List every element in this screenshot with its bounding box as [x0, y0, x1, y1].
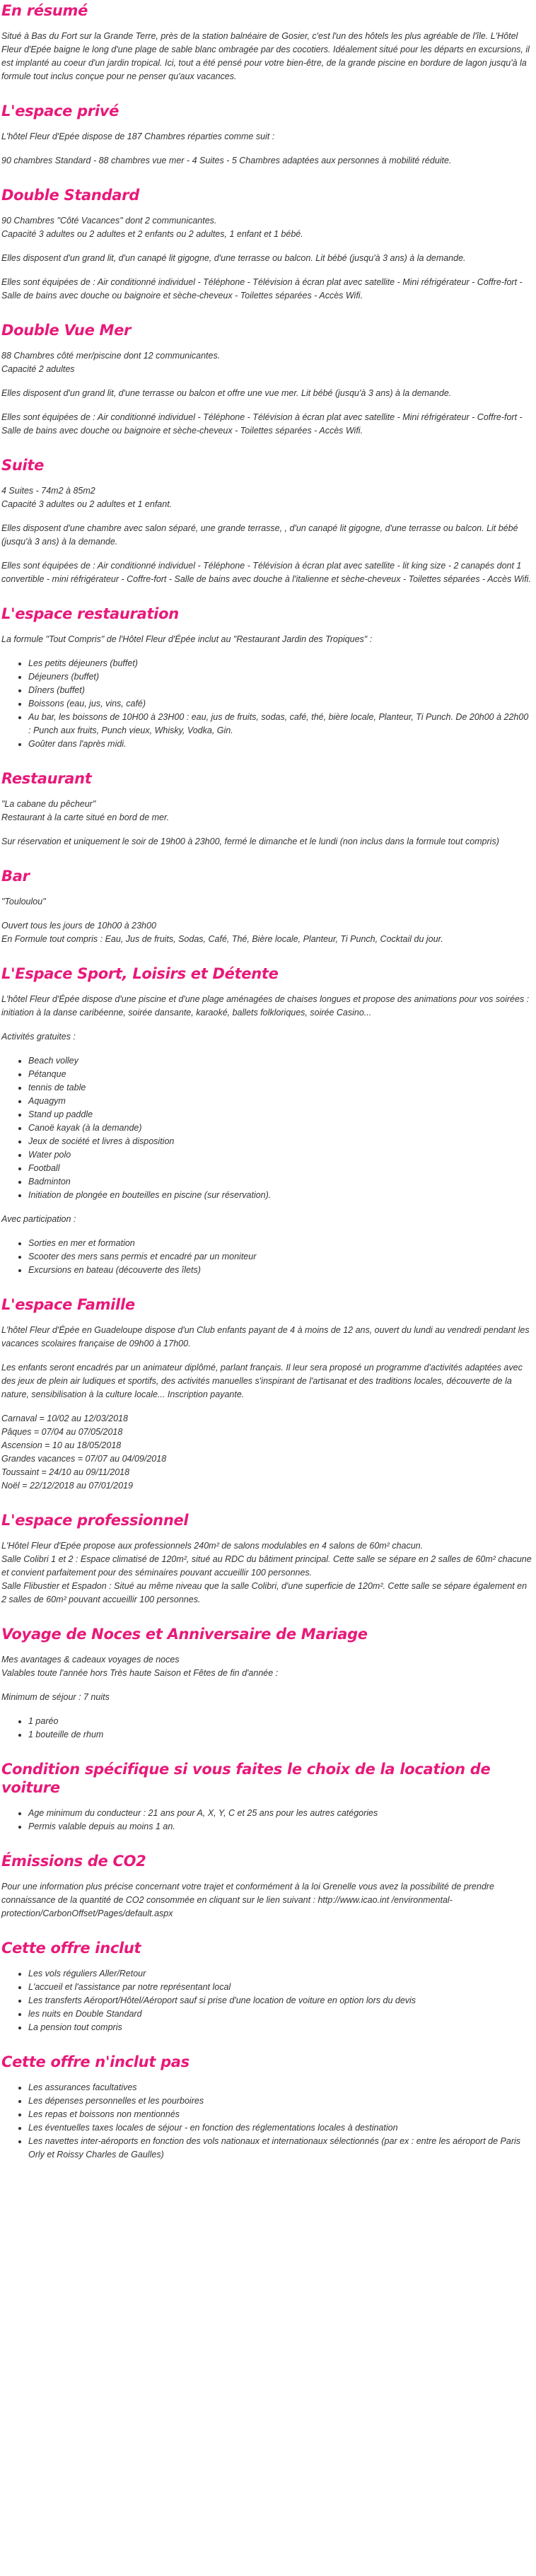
- resume-text: Situé à Bas du Fort sur la Grande Terre, près de la station balnéaire de Gosier, c'est l'un des hôtels les plus agréable de l'île. L'Hôtel Fleur d'Epée baigne le long d'une plage de sable blanc ombragée par des cocotiers. Idéalement situé pour les départs en excursions, il est implanté au coeur d'un jardin tropical. Ici, tout a été pensé pour votre bien-être, de la grande piscine en bordure de lagon jusqu'à la formule tout inclus conçue pour ne penser qu'aux vacances.: [1, 31, 530, 81]
- list-item: • Les transferts Aéroport/Hôtel/Aéroport sauf si prise d'une location de voiture en option lors du devis: [28, 1994, 533, 2007]
- restaurant-hours: Sur réservation et uniquement le soir de 19h00 à 23h00, fermé le dimanche et le lundi (non inclus dans la formule tout compris): [1, 837, 499, 846]
- famille-program: Les enfants seront encadrés par un animateur diplômé, parlant français. Il leur sera proposé un programme d'activités adaptées avec des jeux de plein air ludiques et sportifs, des activités manuelles s'inspirant de l'artisanat et des traditions locales, découverte de la nature, sensibilisation à la culture locale... Inscription payante.: [1, 1363, 523, 1399]
- co2-text: Pour une information plus précise concernant votre trajet et conformément à la loi Grenelle vous avez la possibilité de prendre connaissance de la quantité de CO2 consommée en cliquant sur le lien suivant : http://www.icao.int /environmental-protection/CarbonOffset/Pages/default.aspx: [1, 1882, 494, 1918]
- list-item: • Excursions en bateau (découverte des îlets): [28, 1264, 533, 1277]
- date-line: Toussaint = 24/10 au 09/11/2018: [1, 1467, 130, 1477]
- list-item: • Initiation de plongée en bouteilles en piscine (sur réservation).: [28, 1189, 533, 1202]
- double-standard-count: 90 Chambres "Côté Vacances" dont 2 communicantes.: [1, 216, 217, 226]
- list-item: • Les repas et boissons non mentionnés: [28, 2108, 533, 2121]
- list-item: • les nuits en Double Standard: [28, 2007, 533, 2021]
- hotel-description: [0, 1, 536, 2162]
- pro-salle-colibri: Salle Colibri 1 et 2 : Espace climatisé de 120m², situé au RDC du bâtiment principal. Cette salle se sépare en 2 salles de 60m² chacune et convient parfaitement pour des séminaires pouvant accueillir 100 personnes.: [1, 1554, 532, 1578]
- list-item: • Canoë kayak (à la demande): [28, 1121, 533, 1135]
- heading-offre-ninclut: Cette offre n'inclut pas: [1, 2053, 190, 2070]
- suite-capacity: [1, 484, 533, 511]
- double-standard-layout: Elles disposent d'un grand lit, d'un canapé lit gigogne, d'une terrasse ou balcon. Lit bébé (jusqu'à 3 ans) à la demande.: [1, 253, 466, 263]
- list-item: • L'accueil et l'assistance par notre représentant local: [28, 1981, 533, 1994]
- list-item: • Beach volley: [28, 1054, 533, 1068]
- bar-hours: Ouvert tous les jours de 10h00 à 23h00: [1, 921, 156, 931]
- restaurant-intro: [1, 798, 533, 824]
- famille-club: L'hôtel Fleur d'Épée en Guadeloupe dispose d'un Club enfants payant de 4 à moins de 12 ans, ouvert du lundi au vendredi pendant les vacances scolaires française de 09h00 à 17h00.: [1, 1325, 530, 1348]
- list-item: • Les navettes inter-aéroports en fonction des vols nationaux et internationaux sélectionnés (par ex : entre les aéroport de Paris Orly et Roissy Charles de Gaulles): [28, 2135, 533, 2162]
- section-professionnel: [1, 1511, 533, 1607]
- double-standard-capacity: [1, 214, 533, 241]
- pro-intro: L'Hôtel Fleur d'Epée propose aux professionnels 240m² de salons modulables en 4 salons de 60m² chacun.: [1, 1541, 424, 1551]
- inclut-list: [1, 1967, 533, 2034]
- section-double-vue-mer: [1, 321, 533, 438]
- suite-equipment: Elles sont équipées de : Air conditionné individuel - Téléphone - Télévision à écran plat avec satellite - lit king size - 2 canapés dont 1 convertible - mini réfrigérateur - Coffre-fort - Salle de bains avec douche à l'italienne et sèche-cheveux - Toilettes séparées - Accès Wifi.: [1, 561, 531, 584]
- heading-noces: Voyage de Noces et Anniversaire de Mariage: [1, 1626, 368, 1643]
- noces-advantages: Mes avantages & cadeaux voyages de noces: [1, 1655, 180, 1665]
- list-item: • Football: [28, 1162, 533, 1175]
- list-item: • Sorties en mer et formation: [28, 1237, 533, 1250]
- heading-famille: L'espace Famille: [1, 1296, 135, 1313]
- restauration-intro: La formule "Tout Compris" de l'Hôtel Fleur d'Épée inclut au "Restaurant Jardin des Tropiques" :: [1, 634, 373, 644]
- section-restaurant: [1, 769, 533, 849]
- double-standard-capacity-text: Capacité 3 adultes ou 2 adultes et 2 enfants ou 2 adultes, 1 enfant et 1 bébé.: [1, 229, 303, 239]
- section-bar: [1, 867, 533, 946]
- section-suite: [1, 456, 533, 586]
- heading-restauration: L'espace restauration: [1, 605, 179, 622]
- date-line: Grandes vacances = 07/07 au 04/09/2018: [1, 1454, 167, 1464]
- heading-location-voiture: Condition spécifique si vous faites le choix de la location de voiture: [1, 1761, 491, 1796]
- list-item: • La pension tout compris: [28, 2021, 533, 2034]
- heading-restaurant: Restaurant: [1, 770, 92, 787]
- list-item: • 1 bouteille de rhum: [28, 1728, 533, 1742]
- section-offre-inclut: [1, 1939, 533, 2034]
- list-item: • Jeux de société et livres à disposition: [28, 1135, 533, 1148]
- list-item: • Boissons (eau, jus, vins, café): [28, 697, 533, 711]
- noces-validity: Valables toute l'année hors Très haute Saison et Fêtes de fin d'année :: [1, 1668, 279, 1678]
- section-famille: [1, 1295, 533, 1493]
- list-item: • Aquagym: [28, 1095, 533, 1108]
- list-item: • Les dépenses personnelles et les pourboires: [28, 2094, 533, 2108]
- date-line: Ascension = 10 au 18/05/2018: [1, 1440, 122, 1450]
- list-item: • Les petits déjeuners (buffet): [28, 657, 533, 670]
- sport-paid-list: [1, 1237, 533, 1277]
- date-line: Pâques = 07/04 au 07/05/2018: [1, 1427, 123, 1437]
- list-item: • Age minimum du conducteur : 21 ans pour A, X, Y, C et 25 ans pour les autres catégories: [28, 1807, 533, 1820]
- list-item: • 1 paréo: [28, 1715, 533, 1728]
- noces-gifts-list: [1, 1715, 533, 1742]
- pro-details: [1, 1539, 533, 1607]
- list-item: • Goûter dans l'après midi.: [28, 738, 533, 751]
- date-line: Carnaval = 10/02 au 12/03/2018: [1, 1414, 128, 1423]
- section-sport: [1, 964, 533, 1277]
- prive-rooms-summary: 90 chambres Standard - 88 chambres vue mer - 4 Suites - 5 Chambres adaptées aux personnes à mobilité réduite.: [1, 156, 452, 165]
- bar-name: "Touloulou": [1, 897, 46, 907]
- list-item: • Déjeuners (buffet): [28, 670, 533, 684]
- restaurant-description: Restaurant à la carte situé en bord de mer.: [1, 812, 170, 822]
- noces-intro: [1, 1653, 533, 1680]
- restaurant-name: "La cabane du pêcheur": [1, 799, 96, 809]
- heading-offre-inclut: Cette offre inclut: [1, 1940, 141, 1957]
- heading-double-standard: Double Standard: [1, 187, 139, 204]
- section-co2: [1, 1852, 533, 1921]
- bar-info: [1, 919, 533, 946]
- heading-professionnel: L'espace professionnel: [1, 1512, 189, 1529]
- heading-resume: En résumé: [1, 2, 88, 19]
- section-double-standard: [1, 186, 533, 303]
- section-resume: [1, 1, 533, 83]
- list-item: • Dîners (buffet): [28, 684, 533, 697]
- list-item: • Les vols réguliers Aller/Retour: [28, 1967, 533, 1981]
- section-location-voiture: [1, 1760, 533, 1834]
- heading-double-vue-mer: Double Vue Mer: [1, 322, 132, 339]
- date-line: Noël = 22/12/2018 au 07/01/2019: [1, 1481, 133, 1491]
- list-item: • Au bar, les boissons de 10H00 à 23H00 : eau, jus de fruits, sodas, café, thé, bière locale, Planteur, Ti Punch. De 20h00 à 22h00 : Punch aux fruits, Punch vieux, Whisky, Vodka, Gin.: [28, 711, 533, 738]
- list-item: • Pétanque: [28, 1068, 533, 1081]
- bar-drinks: En Formule tout compris : Eau, Jus de fruits, Sodas, Café, Thé, Bière locale, Planteur, Ti Punch, Cocktail du jour.: [1, 934, 443, 944]
- list-item: • Water polo: [28, 1148, 533, 1162]
- list-item: • Scooter des mers sans permis et encadré par un moniteur: [28, 1250, 533, 1264]
- voiture-conditions-list: [1, 1807, 533, 1834]
- section-offre-ninclut: [1, 2053, 533, 2162]
- list-item: • Stand up paddle: [28, 1108, 533, 1121]
- list-item: • tennis de table: [28, 1081, 533, 1095]
- double-vue-mer-layout: Elles disposent d'un grand lit, d'une terrasse ou balcon et offre une vue mer. Lit bébé (jusqu'à 3 ans) à la demande.: [1, 388, 452, 398]
- sport-free-list: [1, 1054, 533, 1202]
- suite-layout: Elles disposent d'une chambre avec salon séparé, une grande terrasse, , d'un canapé lit gigogne, d'une terrasse ou balcon. Lit bébé (jusqu'à 3 ans) à la demande.: [1, 523, 518, 547]
- list-item: • Les éventuelles taxes locales de séjour - en fonction des réglementations locales à destination: [28, 2121, 533, 2135]
- section-espace-prive: [1, 102, 533, 168]
- list-item: • Badminton: [28, 1175, 533, 1189]
- section-restauration: [1, 605, 533, 751]
- heading-sport: L'Espace Sport, Loisirs et Détente: [1, 965, 279, 982]
- suite-size: 4 Suites - 74m2 à 85m2: [1, 486, 95, 496]
- heading-suite: Suite: [1, 457, 45, 474]
- restauration-list: [1, 657, 533, 751]
- noces-min-stay: Minimum de séjour : 7 nuits: [1, 1692, 110, 1702]
- list-item: • Permis valable depuis au moins 1 an.: [28, 1820, 533, 1834]
- section-noces: [1, 1625, 533, 1742]
- ninclut-list: [1, 2081, 533, 2162]
- heading-espace-prive: L'espace privé: [1, 103, 120, 120]
- sport-paid-label: Avec participation :: [1, 1214, 76, 1224]
- heading-co2: Émissions de CO2: [1, 1853, 146, 1870]
- double-vue-mer-capacity: [1, 349, 533, 376]
- sport-free-label: Activités gratuites :: [1, 1032, 76, 1042]
- sport-intro: L'hôtel Fleur d'Épée dispose d'une piscine et d'une plage aménagées de chaises longues et propose des animations pour vos soirées : initiation à la danse caribéenne, soirée dansante, karaoké, ballets folkloriques, soirée Casino...: [1, 994, 530, 1018]
- double-vue-mer-capacity-text: Capacité 2 adultes: [1, 364, 75, 374]
- double-vue-mer-count: 88 Chambres côté mer/piscine dont 12 communicantes.: [1, 351, 221, 361]
- suite-capacity-text: Capacité 3 adultes ou 2 adultes et 1 enfant.: [1, 499, 173, 509]
- list-item: • Les assurances facultatives: [28, 2081, 533, 2094]
- prive-intro: L'hôtel Fleur d'Epée dispose de 187 Chambres réparties comme suit :: [1, 132, 275, 141]
- heading-bar: Bar: [1, 868, 30, 885]
- double-vue-mer-equipment: Elles sont équipées de : Air conditionné individuel - Téléphone - Télévision à écran plat avec satellite - Mini réfrigérateur - Coffre-fort - Salle de bains avec douche ou baignoire et sèche-cheveux - Toilettes séparées - Accès Wifi.: [1, 412, 523, 436]
- famille-dates: [1, 1412, 533, 1493]
- pro-salle-flibustier: Salle Flibustier et Espadon : Situé au même niveau que la salle Colibri, d'une superficie de 120m². Cette salle se sépare également en 2 salles de 60m² pouvant accueillir 100 personnes.: [1, 1581, 528, 1604]
- double-standard-equipment: Elles sont équipées de : Air conditionné individuel - Téléphone - Télévision à écran plat avec satellite - Mini réfrigérateur - Coffre-fort - Salle de bains avec douche ou baignoire et sèche-cheveux - Toilettes séparées - Accès Wifi.: [1, 277, 523, 301]
